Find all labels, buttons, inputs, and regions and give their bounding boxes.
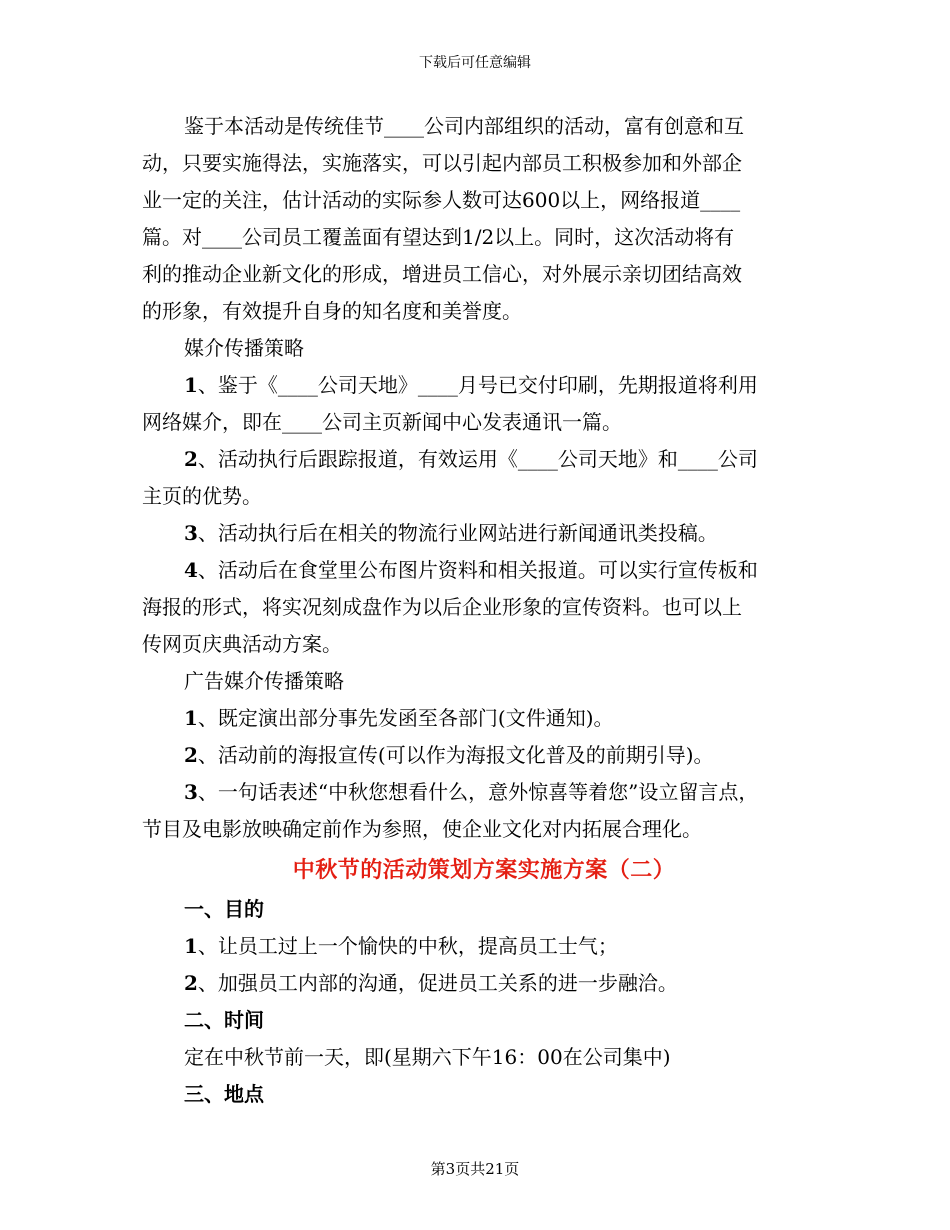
media-item-2	[142, 441, 814, 515]
ad-item-2	[142, 737, 814, 774]
text-line	[142, 700, 814, 737]
text-line	[142, 441, 814, 478]
text-line: 主页的优势。	[142, 484, 262, 508]
text-line: 节目及电影放映确定前作为参照，使企业文化对内拓展合理化。	[142, 817, 702, 841]
document-body	[142, 108, 814, 1113]
text-line	[142, 367, 814, 404]
text-line	[142, 552, 814, 589]
purpose-item-1	[142, 928, 814, 965]
text-line	[142, 515, 814, 552]
media-item-1	[142, 367, 814, 441]
purpose-item-2	[142, 965, 814, 1002]
section-title: 中秋节的活动策划方案实施方案（二）	[292, 857, 676, 883]
item-number: 2	[184, 447, 198, 471]
media-item-4	[142, 552, 814, 663]
item-number: 2	[184, 971, 198, 995]
intro-paragraph	[142, 108, 814, 330]
item-number: 2	[184, 743, 198, 767]
ad-strategy-heading: 广告媒介传播策略	[184, 669, 344, 693]
section-heading-location: 三、地点	[184, 1082, 264, 1106]
media-strategy-heading: 媒介传播策略	[184, 336, 304, 360]
item-number: 3	[184, 521, 198, 545]
page-header: 下载后可任意编辑	[419, 55, 531, 71]
text-line: 篇。对____公司员工覆盖面有望达到1/2以上。同时，这次活动将有	[142, 225, 735, 249]
text-line: 利的推动企业新文化的形成，增进员工信心，对外展示亲切团结高效	[142, 262, 742, 286]
text-line: 业一定的关注，估计活动的实际参人数可达600以上，网络报道____	[142, 188, 741, 212]
ad-item-3	[142, 774, 814, 848]
text-line: 网络媒介，即在____公司主页新闻中心发表通讯一篇。	[142, 410, 622, 434]
page-footer: 第3页共21页	[430, 1160, 520, 1178]
item-text: 、既定演出部分事先发函至各部门(文件通知)。	[197, 706, 614, 730]
item-text: 、鉴于《____公司天地》____月号已交付印刷，先期报道将利用	[197, 373, 758, 397]
item-number: 4	[184, 558, 198, 582]
section-heading-purpose: 一、目的	[184, 897, 264, 921]
item-number: 3	[184, 780, 198, 804]
ad-item-1	[142, 700, 814, 737]
section-heading-time: 二、时间	[184, 1008, 264, 1032]
item-text: 、加强员工内部的沟通，促进员工关系的进一步融洽。	[197, 971, 678, 995]
media-item-3	[142, 515, 814, 552]
text-line	[142, 737, 814, 774]
text-line: 动，只要实施得法，实施落实，可以引起内部员工积极参加和外部企	[142, 151, 742, 175]
item-number: 1	[184, 934, 198, 958]
text-line: 鉴于本活动是传统佳节____公司内部组织的活动，富有创意和互	[184, 114, 744, 138]
time-text: 定在中秋节前一天，即(星期六下午16：00在公司集中)	[184, 1045, 671, 1069]
item-number: 1	[184, 706, 198, 730]
item-text: 、活动后在食堂里公布图片资料和相关报道。可以实行宣传板和	[197, 558, 758, 582]
item-text: 、活动执行后在相关的物流行业网站进行新闻通讯类投稿。	[197, 521, 718, 545]
item-text: 、活动执行后跟踪报道，有效运用《____公司天地》和____公司	[197, 447, 758, 471]
text-line: 海报的形式，将实况刻成盘作为以后企业形象的宣传资料。也可以上	[142, 595, 742, 619]
text-line	[142, 928, 814, 965]
text-line: 传网页庆典活动方案。	[142, 632, 342, 656]
item-text: 、一句话表述“中秋您想看什么，意外惊喜等着您”设立留言点，	[197, 780, 759, 804]
item-text: 、让员工过上一个愉快的中秋，提高员工士气；	[197, 934, 618, 958]
item-number: 1	[184, 373, 198, 397]
text-line	[142, 774, 814, 811]
text-line: 的形象，有效提升自身的知名度和美誉度。	[142, 299, 522, 323]
text-line	[142, 965, 814, 1002]
item-text: 、活动前的海报宣传(可以作为海报文化普及的前期引导)。	[197, 743, 714, 767]
